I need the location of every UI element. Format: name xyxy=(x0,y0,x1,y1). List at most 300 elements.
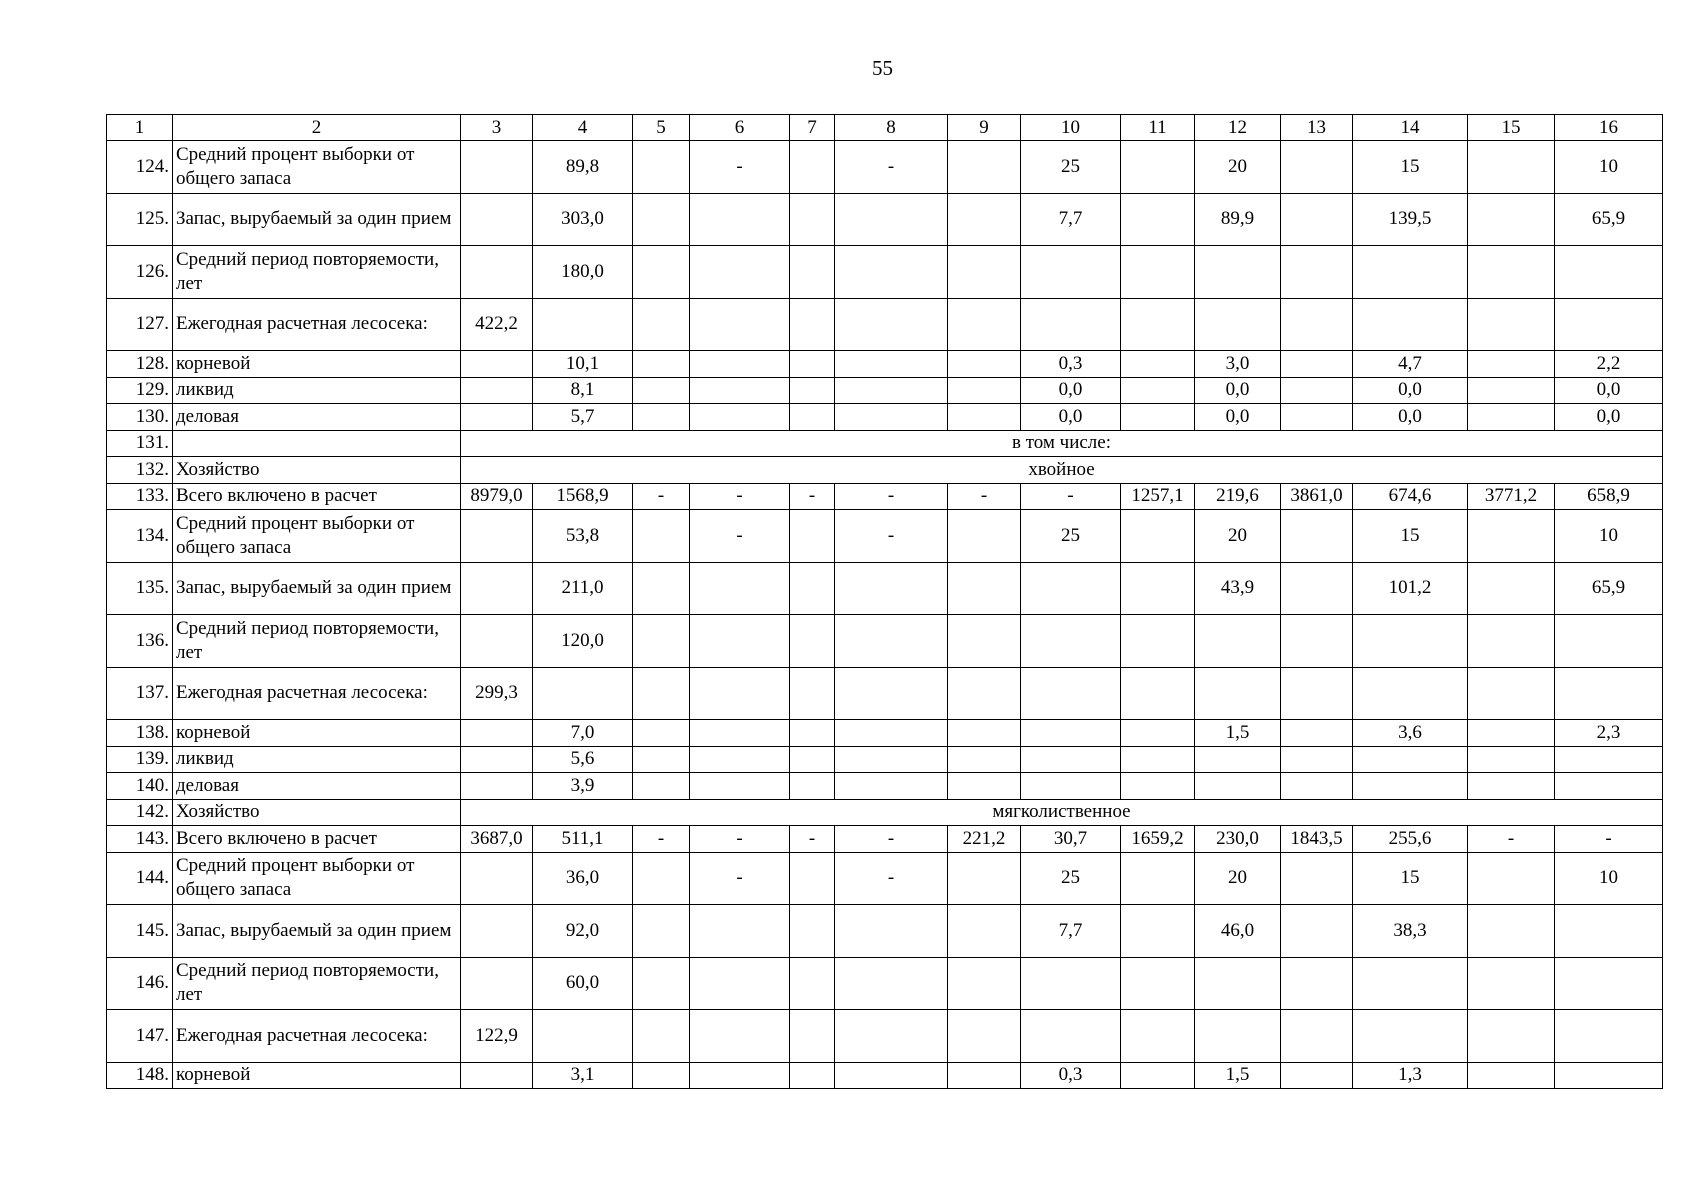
table-row xyxy=(107,720,1663,747)
table-cell xyxy=(1121,852,1195,905)
table-cell xyxy=(1121,615,1195,668)
indicator-name-cell: ликвид xyxy=(173,746,461,773)
row-number-cell: 137. xyxy=(107,667,173,720)
table-row xyxy=(107,826,1663,853)
table-cell: 0,0 xyxy=(1021,404,1121,431)
table-cell xyxy=(690,720,790,747)
table-cell: 1,5 xyxy=(1195,720,1281,747)
table-cell xyxy=(1021,667,1121,720)
indicator-name-cell: Средний период повторяемости, лет xyxy=(173,615,461,668)
table-cell xyxy=(1021,615,1121,668)
table-cell xyxy=(1021,720,1121,747)
table-cell xyxy=(461,510,533,563)
table-cell xyxy=(1555,615,1663,668)
table-cell xyxy=(1281,720,1353,747)
table-cell xyxy=(633,615,690,668)
table-cell xyxy=(1468,351,1555,378)
table-cell xyxy=(1353,773,1468,800)
table-cell xyxy=(1021,957,1121,1010)
table-cell xyxy=(835,298,948,351)
table-cell xyxy=(461,404,533,431)
table-cell xyxy=(1353,667,1468,720)
indicator-name-cell: Запас, вырубаемый за один прием xyxy=(173,193,461,246)
table-cell xyxy=(1195,746,1281,773)
table-cell xyxy=(835,193,948,246)
table-cell: - xyxy=(633,483,690,510)
table-cell xyxy=(633,193,690,246)
table-cell: - xyxy=(1555,826,1663,853)
indicator-name-cell: корневой xyxy=(173,1062,461,1089)
table-cell xyxy=(461,193,533,246)
table-cell xyxy=(633,773,690,800)
table-row xyxy=(107,852,1663,905)
table-cell: 1568,9 xyxy=(533,483,633,510)
table-cell xyxy=(1121,510,1195,563)
table-cell: - xyxy=(835,483,948,510)
column-number-header: 11 xyxy=(1121,115,1195,141)
table-cell xyxy=(633,905,690,958)
table-header-row xyxy=(107,115,1663,141)
page-number: 55 xyxy=(872,56,893,80)
table-cell: 0,0 xyxy=(1555,404,1663,431)
table-cell xyxy=(835,773,948,800)
row-number-cell: 132. xyxy=(107,457,173,484)
table-cell xyxy=(1281,404,1353,431)
table-cell: 299,3 xyxy=(461,667,533,720)
table-row xyxy=(107,404,1663,431)
table-cell xyxy=(790,773,835,800)
table-cell xyxy=(690,905,790,958)
table-cell xyxy=(461,746,533,773)
table-cell: 1659,2 xyxy=(1121,826,1195,853)
table-cell: 221,2 xyxy=(948,826,1021,853)
table-cell xyxy=(1281,562,1353,615)
table-cell xyxy=(1121,298,1195,351)
table-cell: 65,9 xyxy=(1555,562,1663,615)
table-cell xyxy=(1121,404,1195,431)
table-cell xyxy=(1281,141,1353,194)
row-number-cell: 145. xyxy=(107,905,173,958)
table-row xyxy=(107,510,1663,563)
table-cell: - xyxy=(790,483,835,510)
column-number-header: 14 xyxy=(1353,115,1468,141)
table-cell xyxy=(1281,351,1353,378)
row-number-cell: 128. xyxy=(107,351,173,378)
table-cell xyxy=(1555,957,1663,1010)
table-cell xyxy=(690,377,790,404)
table-cell xyxy=(948,404,1021,431)
table-row xyxy=(107,615,1663,668)
table-cell: 5,7 xyxy=(533,404,633,431)
table-cell xyxy=(835,562,948,615)
table-cell xyxy=(790,720,835,747)
table-row xyxy=(107,246,1663,299)
table-cell xyxy=(633,246,690,299)
table-cell xyxy=(948,141,1021,194)
table-cell xyxy=(1281,957,1353,1010)
table-cell: 7,7 xyxy=(1021,905,1121,958)
row-number-cell: 130. xyxy=(107,404,173,431)
table-cell xyxy=(633,852,690,905)
column-number-header: 2 xyxy=(173,115,461,141)
table-cell xyxy=(835,720,948,747)
indicator-name-cell: корневой xyxy=(173,351,461,378)
indicator-name-cell: Хозяйство xyxy=(173,799,461,826)
table-cell: 0,3 xyxy=(1021,351,1121,378)
table-cell: 4,7 xyxy=(1353,351,1468,378)
table-cell: 0,3 xyxy=(1021,1062,1121,1089)
table-row xyxy=(107,957,1663,1010)
indicator-name-cell: деловая xyxy=(173,404,461,431)
table-cell xyxy=(790,298,835,351)
table-cell xyxy=(1468,852,1555,905)
table-cell: 89,8 xyxy=(533,141,633,194)
table-cell xyxy=(1468,720,1555,747)
table-cell xyxy=(1195,773,1281,800)
column-number-header: 1 xyxy=(107,115,173,141)
table-row xyxy=(107,298,1663,351)
table-cell: - xyxy=(690,826,790,853)
indicator-name-cell: Хозяйство xyxy=(173,457,461,484)
table-cell xyxy=(533,1010,633,1063)
column-number-header: 12 xyxy=(1195,115,1281,141)
table-cell xyxy=(790,351,835,378)
table-cell xyxy=(1468,141,1555,194)
table-cell: 303,0 xyxy=(533,193,633,246)
table-cell xyxy=(1121,905,1195,958)
table-cell: 2,3 xyxy=(1555,720,1663,747)
table-cell: 5,6 xyxy=(533,746,633,773)
table-cell xyxy=(1468,746,1555,773)
row-number-cell: 139. xyxy=(107,746,173,773)
table-cell xyxy=(1468,1010,1555,1063)
table-cell xyxy=(1281,852,1353,905)
table-cell xyxy=(461,562,533,615)
table-cell xyxy=(1021,298,1121,351)
table-cell: 1843,5 xyxy=(1281,826,1353,853)
table-cell xyxy=(633,1062,690,1089)
table-cell: 3,0 xyxy=(1195,351,1281,378)
table-cell: 8979,0 xyxy=(461,483,533,510)
table-cell xyxy=(1121,377,1195,404)
table-cell: 25 xyxy=(1021,141,1121,194)
table-cell xyxy=(1468,404,1555,431)
table-cell xyxy=(690,1010,790,1063)
table-cell xyxy=(1468,562,1555,615)
table-cell xyxy=(690,562,790,615)
section-label-cell: мягколиственное xyxy=(461,799,1663,826)
table-cell: 3687,0 xyxy=(461,826,533,853)
table-row xyxy=(107,457,1663,484)
table-cell: 20 xyxy=(1195,852,1281,905)
row-number-cell: 125. xyxy=(107,193,173,246)
table-cell xyxy=(835,615,948,668)
row-number-cell: 135. xyxy=(107,562,173,615)
table-cell xyxy=(690,404,790,431)
table-cell xyxy=(790,141,835,194)
indicator-name-cell: ликвид xyxy=(173,377,461,404)
row-number-cell: 124. xyxy=(107,141,173,194)
table-row xyxy=(107,430,1663,457)
table-cell xyxy=(948,746,1021,773)
table-cell xyxy=(690,298,790,351)
section-label-cell: в том числе: xyxy=(461,430,1663,457)
table-cell: 15 xyxy=(1353,141,1468,194)
table-cell xyxy=(1195,246,1281,299)
table-cell xyxy=(1021,246,1121,299)
table-cell xyxy=(633,404,690,431)
table-cell: - xyxy=(835,852,948,905)
table-cell xyxy=(835,746,948,773)
table-cell xyxy=(1468,377,1555,404)
table-cell xyxy=(948,667,1021,720)
column-number-header: 10 xyxy=(1021,115,1121,141)
table-cell: 211,0 xyxy=(533,562,633,615)
column-number-header: 5 xyxy=(633,115,690,141)
column-number-header: 16 xyxy=(1555,115,1663,141)
table-cell xyxy=(1468,1062,1555,1089)
table-cell xyxy=(1353,746,1468,773)
table-cell: - xyxy=(835,826,948,853)
table-cell: 30,7 xyxy=(1021,826,1121,853)
table-cell xyxy=(633,746,690,773)
table-cell xyxy=(835,404,948,431)
table-cell xyxy=(790,510,835,563)
table-cell xyxy=(790,615,835,668)
table-cell xyxy=(948,246,1021,299)
table-cell xyxy=(1468,298,1555,351)
row-number-cell: 133. xyxy=(107,483,173,510)
table-cell: - xyxy=(790,826,835,853)
table-cell: 65,9 xyxy=(1555,193,1663,246)
table-cell: - xyxy=(948,483,1021,510)
indicator-name-cell: Ежегодная расчетная лесосека: xyxy=(173,298,461,351)
table-cell xyxy=(790,667,835,720)
table-cell xyxy=(461,615,533,668)
table-cell: 0,0 xyxy=(1353,377,1468,404)
table-cell: 43,9 xyxy=(1195,562,1281,615)
table-cell: 101,2 xyxy=(1353,562,1468,615)
table-cell xyxy=(633,667,690,720)
table-cell xyxy=(1121,667,1195,720)
table-cell xyxy=(461,852,533,905)
table-cell: - xyxy=(690,852,790,905)
table-cell xyxy=(1555,773,1663,800)
table-cell xyxy=(790,246,835,299)
table-cell: 53,8 xyxy=(533,510,633,563)
table-cell xyxy=(633,298,690,351)
table-cell: - xyxy=(690,510,790,563)
table-cell xyxy=(948,562,1021,615)
table-cell: 8,1 xyxy=(533,377,633,404)
table-cell: 25 xyxy=(1021,852,1121,905)
table-cell xyxy=(1468,773,1555,800)
table-cell: - xyxy=(1468,826,1555,853)
table-cell xyxy=(1121,246,1195,299)
table-cell xyxy=(948,852,1021,905)
table-cell xyxy=(835,957,948,1010)
table-row xyxy=(107,351,1663,378)
table-cell xyxy=(1281,298,1353,351)
table-cell xyxy=(790,1010,835,1063)
section-label-cell: хвойное xyxy=(461,457,1663,484)
table-cell: 3,1 xyxy=(533,1062,633,1089)
row-number-cell: 138. xyxy=(107,720,173,747)
table-cell xyxy=(790,404,835,431)
table-cell: 230,0 xyxy=(1195,826,1281,853)
table-cell xyxy=(461,720,533,747)
indicator-name-cell: корневой xyxy=(173,720,461,747)
table-cell xyxy=(1281,905,1353,958)
table-cell xyxy=(461,246,533,299)
row-number-cell: 147. xyxy=(107,1010,173,1063)
table-cell xyxy=(948,957,1021,1010)
table-cell xyxy=(1555,905,1663,958)
table-cell: 658,9 xyxy=(1555,483,1663,510)
table-cell: 2,2 xyxy=(1555,351,1663,378)
table-cell: - xyxy=(690,483,790,510)
table-cell xyxy=(461,351,533,378)
table-cell xyxy=(1121,1062,1195,1089)
indicator-name-cell: Средний процент выборки от общего запаса xyxy=(173,852,461,905)
table-cell xyxy=(835,905,948,958)
table-cell: 10,1 xyxy=(533,351,633,378)
table-cell: 1,5 xyxy=(1195,1062,1281,1089)
table-cell xyxy=(690,746,790,773)
column-number-header: 9 xyxy=(948,115,1021,141)
table-cell xyxy=(1353,246,1468,299)
table-cell xyxy=(835,1010,948,1063)
table-cell xyxy=(1121,957,1195,1010)
table-cell: 20 xyxy=(1195,141,1281,194)
table-cell xyxy=(1555,746,1663,773)
table-cell xyxy=(1195,667,1281,720)
table-cell xyxy=(461,377,533,404)
table-cell xyxy=(1121,141,1195,194)
table-cell xyxy=(690,667,790,720)
table-cell: 3771,2 xyxy=(1468,483,1555,510)
table-cell: 122,9 xyxy=(461,1010,533,1063)
table-cell: - xyxy=(633,826,690,853)
table-cell xyxy=(1281,746,1353,773)
column-number-header: 6 xyxy=(690,115,790,141)
row-number-cell: 144. xyxy=(107,852,173,905)
indicator-name-cell: Средний процент выборки от общего запаса xyxy=(173,510,461,563)
table-cell: 15 xyxy=(1353,852,1468,905)
indicator-name-cell: Всего включено в расчет xyxy=(173,483,461,510)
table-row xyxy=(107,667,1663,720)
table-cell xyxy=(1121,720,1195,747)
indicator-name-cell: Ежегодная расчетная лесосека: xyxy=(173,667,461,720)
row-number-cell: 143. xyxy=(107,826,173,853)
table-cell xyxy=(633,377,690,404)
indicator-name-cell: Запас, вырубаемый за один прием xyxy=(173,562,461,615)
table-row xyxy=(107,746,1663,773)
table-cell: - xyxy=(835,141,948,194)
table-cell xyxy=(1121,193,1195,246)
table-cell: 511,1 xyxy=(533,826,633,853)
table-cell xyxy=(948,1062,1021,1089)
column-number-header: 7 xyxy=(790,115,835,141)
table-cell xyxy=(835,1062,948,1089)
table-cell xyxy=(1195,615,1281,668)
table-cell xyxy=(1195,957,1281,1010)
table-row xyxy=(107,483,1663,510)
table-cell xyxy=(1468,193,1555,246)
table-cell xyxy=(948,351,1021,378)
row-number-cell: 129. xyxy=(107,377,173,404)
table-cell xyxy=(690,1062,790,1089)
indicator-name-cell: Средний период повторяемости, лет xyxy=(173,246,461,299)
table-cell: 7,0 xyxy=(533,720,633,747)
table-cell xyxy=(1281,667,1353,720)
table-cell: 92,0 xyxy=(533,905,633,958)
table-row xyxy=(107,193,1663,246)
table-row xyxy=(107,377,1663,404)
table-cell xyxy=(1021,1010,1121,1063)
table-cell xyxy=(533,667,633,720)
table-cell xyxy=(790,377,835,404)
table-cell: 0,0 xyxy=(1021,377,1121,404)
table-cell xyxy=(1121,746,1195,773)
table-cell xyxy=(1021,562,1121,615)
table-cell xyxy=(1468,667,1555,720)
table-cell xyxy=(1121,351,1195,378)
table-cell xyxy=(1281,773,1353,800)
table-cell xyxy=(1195,1010,1281,1063)
table-cell: 0,0 xyxy=(1555,377,1663,404)
table-cell xyxy=(1281,1062,1353,1089)
table-cell xyxy=(835,377,948,404)
table-row xyxy=(107,1010,1663,1063)
table-cell xyxy=(790,1062,835,1089)
table-cell: 36,0 xyxy=(533,852,633,905)
table-cell: 139,5 xyxy=(1353,193,1468,246)
indicator-name-cell: Ежегодная расчетная лесосека: xyxy=(173,1010,461,1063)
indicator-name-cell: деловая xyxy=(173,773,461,800)
table-cell xyxy=(1468,615,1555,668)
table-cell xyxy=(790,852,835,905)
table-cell: 422,2 xyxy=(461,298,533,351)
column-number-header: 15 xyxy=(1468,115,1555,141)
forest-calculation-table xyxy=(106,114,1663,1089)
table-cell: 10 xyxy=(1555,510,1663,563)
table-cell xyxy=(1121,562,1195,615)
table-cell: 3,6 xyxy=(1353,720,1468,747)
table-cell: 38,3 xyxy=(1353,905,1468,958)
table-row xyxy=(107,1062,1663,1089)
table-cell xyxy=(1121,1010,1195,1063)
table-cell xyxy=(790,905,835,958)
table-cell xyxy=(948,905,1021,958)
table-cell: 89,9 xyxy=(1195,193,1281,246)
table-cell xyxy=(461,1062,533,1089)
table-cell xyxy=(948,773,1021,800)
table-cell xyxy=(948,510,1021,563)
row-number-cell: 148. xyxy=(107,1062,173,1089)
row-number-cell: 142. xyxy=(107,799,173,826)
table-cell xyxy=(835,246,948,299)
table-cell xyxy=(1281,377,1353,404)
table-cell xyxy=(1281,615,1353,668)
table-row xyxy=(107,773,1663,800)
table-cell xyxy=(1555,246,1663,299)
table-cell xyxy=(461,905,533,958)
table-cell xyxy=(948,615,1021,668)
table-cell xyxy=(1021,773,1121,800)
table-cell xyxy=(1281,246,1353,299)
table-cell xyxy=(790,562,835,615)
